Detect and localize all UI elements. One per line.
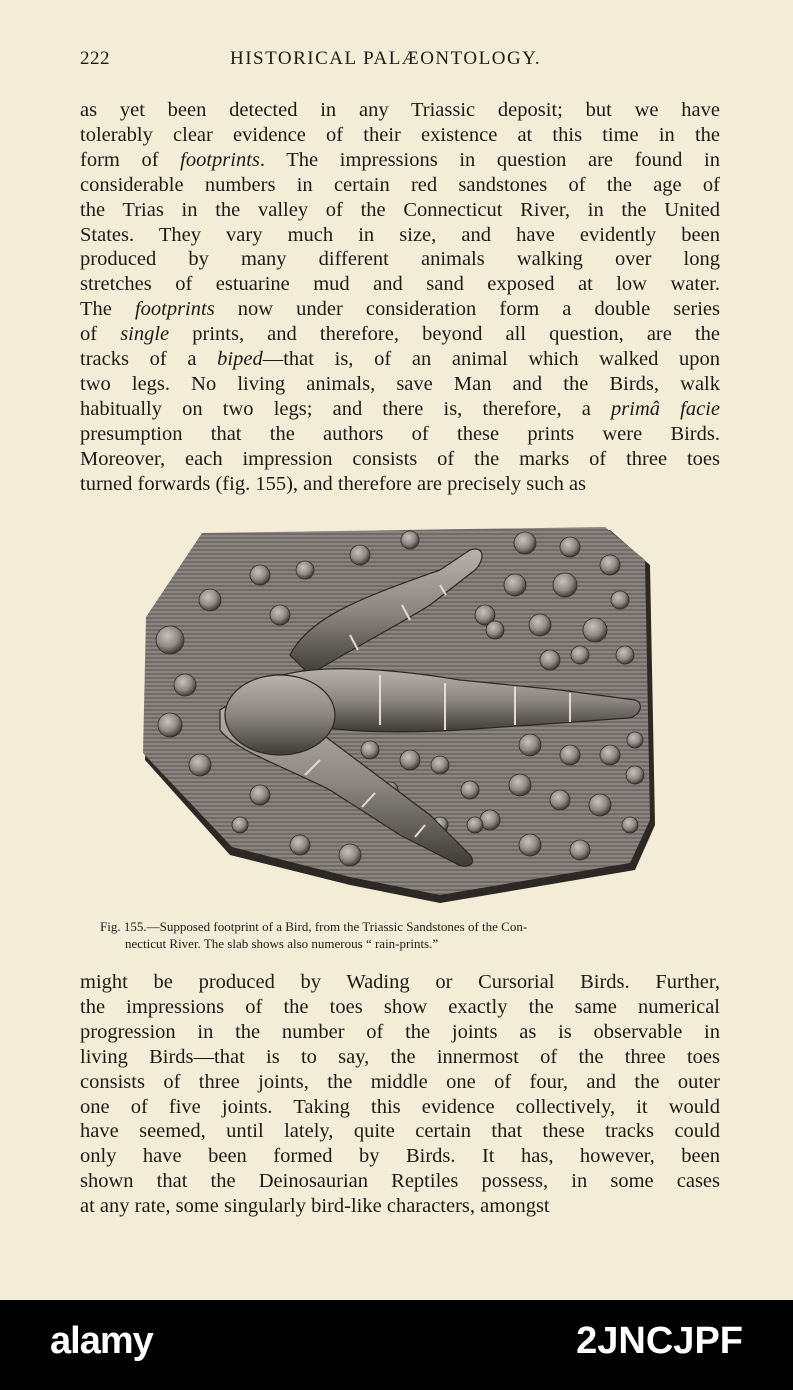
text-line: The footprints now under consideration form a double series (80, 298, 720, 321)
text-line: only have been formed by Birds. It has, however, been (80, 1145, 720, 1168)
text-line: one of five joints. Taking this evidence collectively, it would (80, 1095, 720, 1118)
text-line: have seemed, until lately, quite certain that these tracks could (80, 1120, 720, 1143)
text-line: produced by many different animals walking over long (80, 248, 720, 271)
watermark-image-id: 2JNCJPF (576, 1320, 743, 1362)
text-line: habitually on two legs; and there is, therefore, a primâ facie (80, 397, 720, 420)
text-line: stretches of estuarine mud and sand exposed at low water. (80, 273, 720, 296)
text-line: the impressions of the toes show exactly the same numerical (80, 995, 720, 1018)
text-line: progression in the number of the joints as is observable in (80, 1020, 720, 1043)
page-number: 222 (80, 48, 110, 69)
text-line: form of footprints. The impressions in question are found in (80, 148, 720, 171)
watermark-bar (0, 1300, 793, 1390)
text-line: turned forwards (fig. 155), and therefore are precisely such as (80, 472, 587, 495)
paragraph-2 (80, 970, 720, 1219)
text-line: at any rate, some singularly bird-like characters, amongst (80, 1195, 550, 1218)
page-header (80, 48, 720, 78)
caption-line: Fig. 155.—Supposed footprint of a Bird, from the Triassic Sandstones of the Con- (100, 919, 528, 934)
text-line: considerable numbers in certain red sandstones of the age of (80, 173, 720, 196)
text-line: consists of three joints, the middle one of four, and the outer (80, 1070, 720, 1093)
text-line: as yet been detected in any Triassic deposit; but we have (80, 99, 720, 121)
text-line: States. They vary much in size, and have evidently been (80, 223, 720, 246)
text-line: the Trias in the valley of the Connecticut River, in the United (80, 198, 720, 221)
figure-caption (100, 918, 700, 952)
text-line: shown that the Deinosaurian Reptiles possess, in some cases (80, 1170, 720, 1193)
text-line: Moreover, each impression consists of the marks of three toes (80, 447, 720, 470)
text-line: living Birds—that is to say, the innermost of the three toes (80, 1045, 720, 1068)
running-title: HISTORICAL PALÆONTOLOGY. (230, 48, 542, 69)
text-line: might be produced by Wading or Cursorial Birds. Further, (80, 971, 720, 993)
text-line: two legs. No living animals, save Man and the Birds, walk (80, 372, 720, 395)
footprint-illustration (140, 525, 660, 910)
text-line: tolerably clear evidence of their existence at this time in the (80, 123, 720, 146)
text-line: of single prints, and therefore, beyond all question, are the (80, 323, 720, 346)
text-line: tracks of a biped—that is, of an animal which walked upon (80, 348, 721, 371)
watermark-logo: alamy (50, 1320, 153, 1362)
caption-line: necticut River. The slab shows also numerous “ rain-prints.” (125, 936, 439, 951)
text-line: presumption that the authors of these prints were Birds. (80, 422, 720, 445)
paragraph-1 (80, 98, 720, 497)
